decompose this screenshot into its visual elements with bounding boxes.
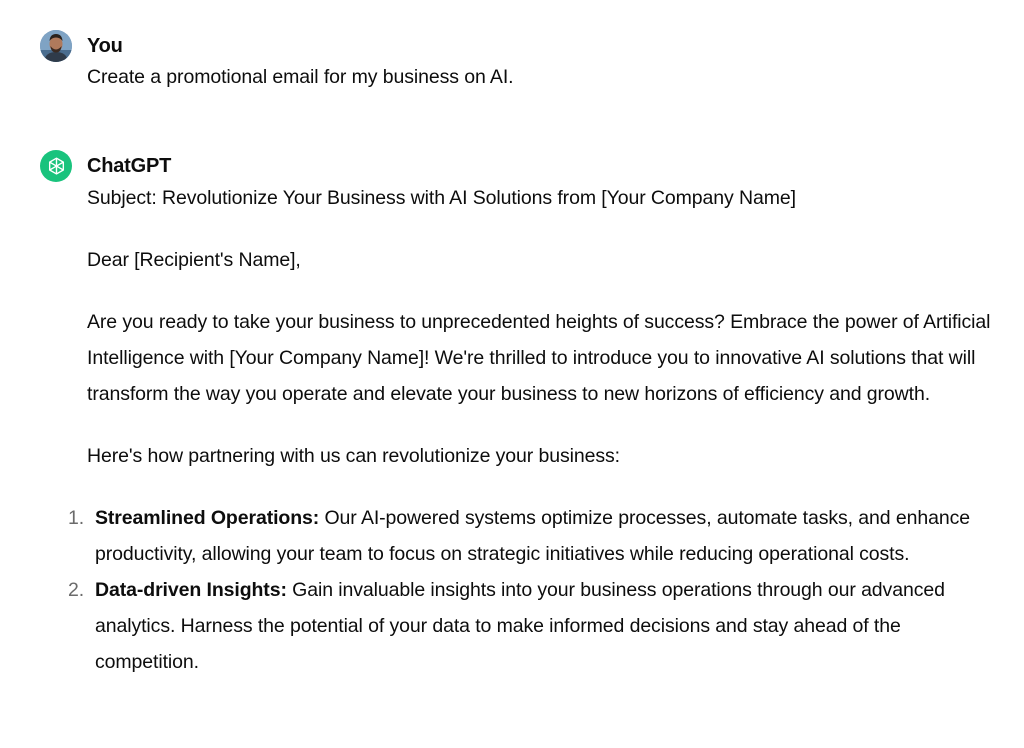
list-item-text: Our AI-powered systems optimize processes, automate tasks, and enhance productivity, allowing your team to focus on strategic initiatives while reducing operational costs.	[95, 507, 970, 565]
email-intro: Are you ready to take your business to unprecedented heights of success? Embrace the power of Artificial Intelligence with [Your Company Name]! We're thrilled to introduce you to innovative AI solutions that will transform the way you operate and elevate your business to new horizons of efficiency and growth.	[87, 311, 991, 405]
list-item-number: 2.	[68, 579, 85, 601]
benefits-list	[68, 500, 1000, 680]
list-item-text: Gain invaluable insights into your business operations through our advanced analytics. Harness the potential of your data to make informed decisions and stay ahead of the competition.	[95, 579, 945, 673]
user-name: You	[87, 35, 123, 57]
email-subject: Subject: Revolutionize Your Business with AI Solutions from [Your Company Name]	[87, 187, 796, 209]
assistant-avatar	[40, 150, 72, 182]
user-avatar	[40, 30, 72, 62]
assistant-message-body	[68, 180, 1000, 680]
email-list-lead: Here's how partnering with us can revolutionize your business:	[87, 445, 620, 467]
assistant-name: ChatGPT	[87, 155, 172, 177]
list-item-number: 1.	[68, 507, 85, 529]
user-message-text: Create a promotional email for my business on AI.	[87, 66, 514, 88]
user-avatar-icon	[40, 30, 72, 62]
list-item	[68, 500, 1000, 572]
list-item-title: Streamlined Operations:	[95, 507, 320, 529]
openai-logo-icon	[46, 156, 67, 177]
list-item	[68, 572, 1000, 680]
list-item-title: Data-driven Insights:	[95, 579, 287, 601]
email-greeting: Dear [Recipient's Name],	[87, 249, 301, 271]
